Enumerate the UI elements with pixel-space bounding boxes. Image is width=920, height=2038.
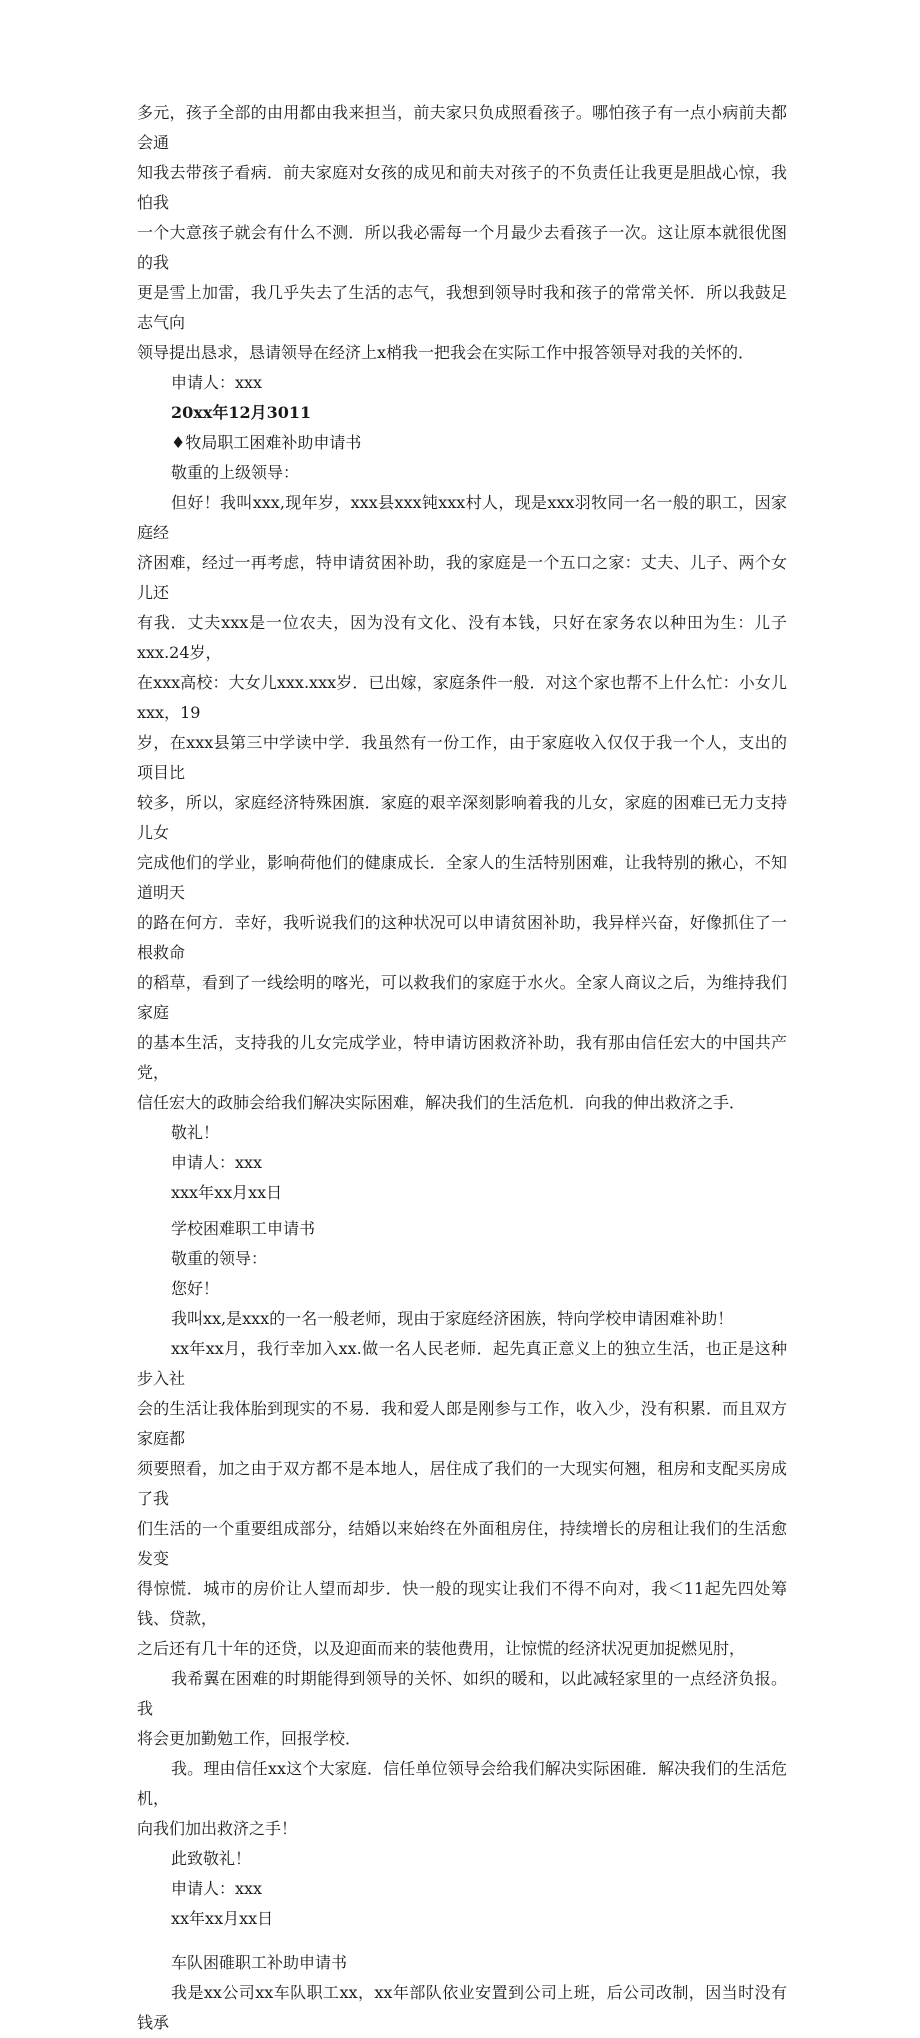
body-line: xx年xx月，我行幸加入xx.做一名人民老师．起先真正意义上的独立生活，也正是这种步入社 <box>137 1339 787 1388</box>
body-line: 们生活的一个重要组成部分，结婚以来始终在外面租房住，持续增长的房租让我们的生活愈发变 <box>137 1519 787 1568</box>
section-title: 学校困难职工申请书 <box>171 1219 316 1238</box>
body-line: 领导提出恳求，恳请领导在经济上x梢我一把我会在实际工作中报答领导对我的关怀的． <box>137 343 755 362</box>
salutation: 敬重的上级领导： <box>171 463 300 482</box>
body-line: 知我去带孩子看病．前夫家庭对女孩的成见和前夫对孩子的不负责任让我更是胆战心惊，我怕我 <box>137 163 787 212</box>
body-line: 较多，所以，家庭经济特殊困旗．家庭的艰辛深刻影响着我的儿女，家庭的困难已无力支持儿女 <box>137 793 787 842</box>
body-line: 的稻草，看到了一线绘明的喀光，可以救我们的家庭于水火。全家人商议之后，为维持我们家庭 <box>137 973 787 1022</box>
body-line: 我希翼在困难的时期能得到领导的关怀、如织的暖和，以此减轻家里的一点经济负报。我 <box>137 1669 787 1718</box>
body-line: 的基本生活，支持我的儿女完成学业，特申请访困救济补助，我有那由信任宏大的中国共产党， <box>137 1033 787 1082</box>
body-line: 的路在何方．幸好，我听说我们的这种状况可以申请贫困补助，我异样兴奋，好像抓住了一根救命 <box>137 913 787 962</box>
body-line: 一个大意孩子就会有什么不测．所以我必需每一个月最少去看孩子一次。这让原本就很优图的我 <box>137 223 787 272</box>
body-line: 在xxx高校：大女儿xxx.xxx岁．已出嫁，家庭条件一般．对这个家也帮不上什么忙：小女儿xxx，19 <box>137 673 787 722</box>
body-line: 须要照看，加之由于双方都不是本地人，居住成了我们的一大现实何翘，租房和支配买房成了我 <box>137 1459 787 1508</box>
body-line: 完成他们的学业，影响荷他们的健康成长．全家人的生活特别困难，让我特别的揪心，不知道明天 <box>137 853 787 902</box>
greeting: 您好！ <box>171 1279 220 1298</box>
date-line: xx年xx月xx日 <box>171 1909 274 1928</box>
closing-line: 敬礼！ <box>171 1123 220 1142</box>
body-line: 我是xx公司xx车队职工xx，xx年部队依业安置到公司上班，后公司改制，因当时没有钱承 <box>137 1983 787 2032</box>
date-line: xxx年xx月xx日 <box>171 1183 283 1202</box>
body-line: 之后还有几十年的还贷，以及迎面而来的装他费用，让惊慌的经济状况更加捉燃见肘， <box>137 1639 746 1658</box>
body-line: 信任宏大的政肺会给我们解决实际困难，解决我们的生活危机．向我的伸出救济之手． <box>137 1093 746 1112</box>
date-line: 20xx年12月3011 <box>171 403 312 422</box>
body-line: 多元，孩子全部的由用都由我来担当，前夫家只负成照看孩子。哪怕孩子有一点小病前夫都会通 <box>137 103 787 152</box>
body-line: 得惊慌．城市的房价让人望而却步．快一般的现实让我们不得不向对，我＜11起先四处筹钱、贷款， <box>137 1579 787 1628</box>
body-line: 我。理由信任xx这个大家庭．信任单位领导会给我们解决实际困碓．解决我们的生活危机， <box>137 1759 787 1808</box>
salutation: 敬重的领导： <box>171 1249 268 1268</box>
closing-line: 此致敬礼！ <box>171 1849 252 1868</box>
body-line: 会的生活让我体胎到现实的不易．我和爱人郎是刚参与工作，收入少，没有积累．而且双方家庭都 <box>137 1399 787 1448</box>
applicant-line: 申请人：xxx <box>171 1153 263 1172</box>
applicant-line: 申请人：xxx <box>171 373 263 392</box>
body-line: 将会更加勤勉工作，回报学校． <box>137 1729 362 1748</box>
body-line: 有我．丈夫xxx是一位农夫，因为没有文化、没有本钱，只好在家务农以种田为生：儿子xxx.24岁， <box>137 613 787 662</box>
body-line: 但好！我叫xxx,现年岁，xxx县xxx钝xxx村人，现是xxx羽牧同一名一般的职工，因家庭经 <box>137 493 787 542</box>
body-line: 岁，在xxx县第三中学读中学．我虽然有一份工作，由于家庭收入仅仅于我一个人，支出的项目比 <box>137 733 787 782</box>
intro-line: 我叫xx,是xxx的一名一般老师，现由于家庭经济困族，特向学校申请困难补助！ <box>171 1309 734 1328</box>
body-line: 济困难，经过一再考虑，特申请贫困补助，我的家庭是一个五口之家：丈夫、儿子、两个女儿还 <box>137 553 787 602</box>
body-line: 更是雪上加雷，我几乎失去了生活的志气，我想到领导时我和孩子的常常关怀．所以我鼓足志气向 <box>137 283 787 332</box>
applicant-line: 申请人：xxx <box>171 1879 263 1898</box>
section-title: ♦牧局职工困难补助申请书 <box>171 433 362 452</box>
spacer <box>137 1934 787 1948</box>
body-line: 向我们加出救济之手！ <box>137 1819 298 1838</box>
document-page <box>137 98 787 2038</box>
section-title: 车队困碓职工补助申请书 <box>171 1953 348 1972</box>
